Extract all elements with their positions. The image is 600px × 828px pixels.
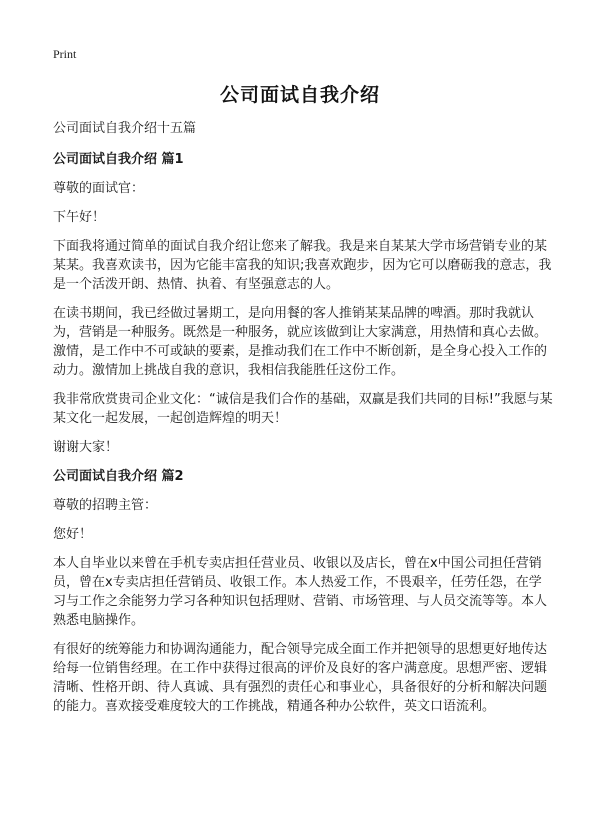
section-heading-2: 公司面试自我介绍 篇2 bbox=[53, 469, 184, 484]
page-title: 公司面试自我介绍 bbox=[219, 84, 380, 106]
section-heading-1: 公司面试自我介绍 篇1 bbox=[53, 152, 184, 167]
body-paragraph: 我非常欣赏贵司企业文化：“诚信是我们合作的基础，双赢是我们共同的目标!”我愿与某某文化一起发展，一起创造辉煌的明天！ bbox=[53, 392, 553, 426]
body-paragraph: 本人自毕业以来曾在手机专卖店担任营业员、收银以及店长，曾在x中国公司担任营销员，曾在x专卖店担任营销员、收银工作。本人热爱工作，不畏艰辛，任劳任怨，在学习与工作之余能努力学习各种知识包括理财、营销、市场管理、与人员交流等等。本人熟悉电脑操作。 bbox=[53, 556, 548, 628]
body-paragraph: 下面我将通过简单的面试自我介绍让您来了解我。我是来自某某大学市场营销专业的某某某。我喜欢读书，因为它能丰富我的知识;我喜欢跑步，因为它可以磨砺我的意志，我是一个活泼开朗、热情、执着、有坚强意志的人。 bbox=[53, 239, 552, 292]
document-subtitle: 公司面试自我介绍十五篇 bbox=[53, 121, 197, 136]
salutation: 尊敬的招聘主管： bbox=[53, 498, 158, 513]
document-body bbox=[53, 119, 553, 726]
greeting: 下午好！ bbox=[53, 210, 106, 225]
greeting: 您好！ bbox=[53, 527, 93, 542]
print-label: Print bbox=[53, 47, 77, 61]
salutation: 尊敬的面试官： bbox=[53, 181, 145, 196]
body-paragraph: 有很好的统筹能力和协调沟通能力，配合领导完成全面工作并把领导的思想更好地传达给每一位销售经理。在工作中获得过很高的评价及良好的客户满意度。思想严密、逻辑清晰、性格开朗、待人真诚、具有强烈的责任心和事业心，具备很好的分析和解决问题的能力。喜欢接受难度较大的工作挑战，精通各种办公软件，英文口语流利。 bbox=[53, 642, 548, 714]
body-paragraph: 在读书期间，我已经做过暑期工，是向用餐的客人推销某某品牌的啤酒。那时我就认为，营销是一种服务。既然是一种服务，就应该做到让大家满意，用热情和真心去做。激情，是工作中不可或缺的要素，是推动我们在工作中不断创新，是全身心投入工作的动力。激情加上挑战自我的意识，我相信我能胜任这份工作。 bbox=[53, 306, 548, 378]
closing: 谢谢大家！ bbox=[53, 440, 119, 455]
